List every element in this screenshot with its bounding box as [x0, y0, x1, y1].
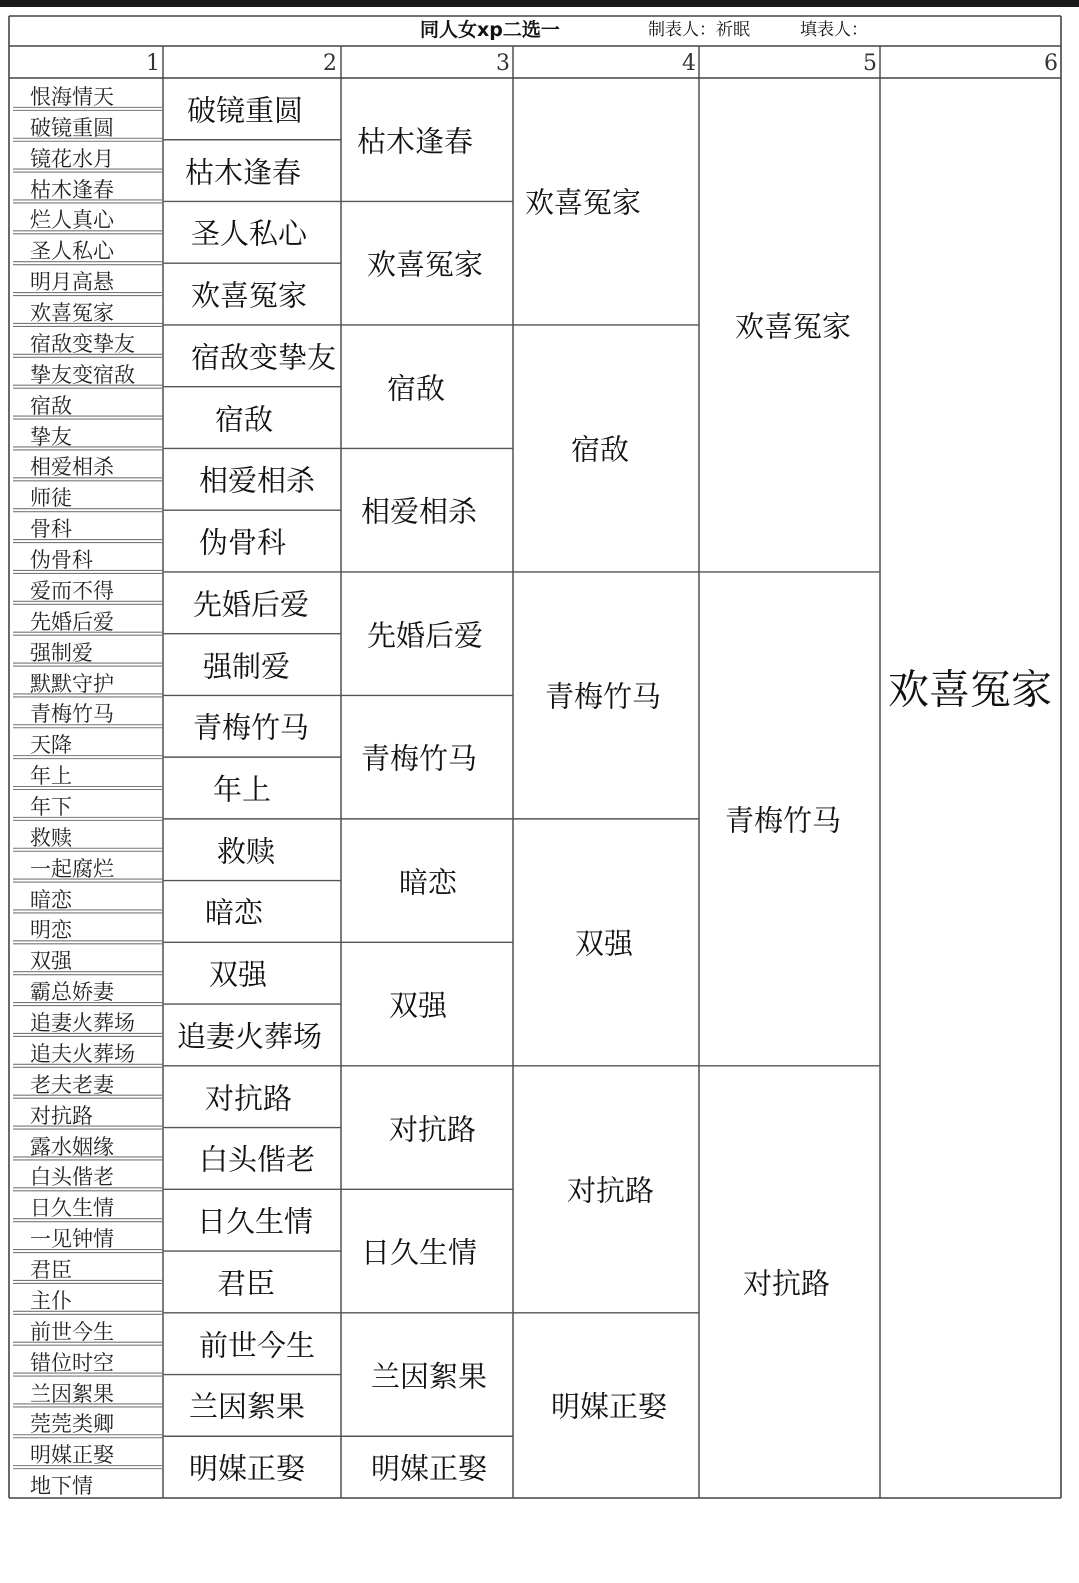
column-number-3: 3: [496, 51, 510, 76]
round2-entry: 兰因絮果: [189, 1389, 306, 1424]
round2-entry: 日久生情: [197, 1204, 314, 1239]
round1-entry: 强制爱: [30, 640, 93, 665]
round1-entry: 挚友: [30, 424, 72, 449]
round2-entry: 青梅竹马: [193, 710, 310, 745]
round2-entry: 圣人私心: [191, 216, 308, 251]
round1-entry: 宿敌变挚友: [30, 331, 135, 356]
round1-entry: 明媒正娶: [30, 1443, 114, 1468]
round1-entry: 一起腐烂: [30, 856, 114, 881]
round1-entry: 错位时空: [30, 1350, 114, 1375]
round3-entry: 暗恋: [399, 865, 458, 900]
round1-entry: 欢喜冤家: [30, 301, 114, 326]
round1-entry: 伪骨科: [30, 548, 93, 573]
round1-entry: 白头偕老: [30, 1165, 114, 1190]
round1-entry: 老夫老妻: [30, 1072, 114, 1097]
round5-entry: 对抗路: [743, 1266, 831, 1301]
round2-entry: 双强: [209, 957, 268, 992]
round1-entry: 镜花水月: [30, 146, 114, 171]
round1-entry: 主仆: [30, 1288, 72, 1313]
round3-entry: 青梅竹马: [361, 741, 478, 776]
round2-entry: 年上: [213, 772, 272, 807]
round2-entry: 救赎: [217, 834, 276, 869]
round1-entry: 救赎: [30, 825, 72, 850]
round4-entry: 青梅竹马: [545, 679, 662, 714]
round1-entry: 明恋: [30, 918, 72, 943]
table-filler: 填表人：: [800, 20, 868, 40]
round4-entry: 双强: [575, 926, 634, 961]
round1-entry: 暗恋: [30, 887, 72, 912]
column-number-5: 5: [863, 51, 877, 76]
round2-entry: 枯木逢春: [185, 155, 302, 190]
round1-entry: 君臣: [30, 1258, 72, 1283]
round2-entry: 明媒正娶: [189, 1451, 306, 1486]
round3-entry: 先婚后爱: [367, 618, 484, 653]
round3-entry: 宿敌: [387, 371, 446, 406]
round1-entry: 年下: [30, 795, 72, 819]
round1-entry: 骨科: [30, 517, 72, 542]
column-number-4: 4: [682, 51, 696, 76]
round1-entry: 天降: [30, 733, 72, 758]
round2-entry: 暗恋: [205, 895, 264, 930]
round2-entry: 前世今生: [199, 1328, 316, 1363]
round5-entry: 欢喜冤家: [735, 309, 852, 344]
round1-entry: 追夫火葬场: [30, 1041, 135, 1066]
round3-entry: 相爱相杀: [361, 494, 478, 529]
round1-entry: 年上: [30, 764, 72, 789]
round2-entry: 强制爱: [203, 649, 291, 684]
round1-entry: 烂人真心: [30, 208, 114, 233]
round1-entry: 地下情: [30, 1474, 93, 1499]
round1-entry: 前世今生: [30, 1319, 114, 1344]
round2-entry: 追妻火葬场: [177, 1019, 323, 1054]
round3-entry: 兰因絮果: [371, 1359, 488, 1394]
round3-entry: 对抗路: [389, 1112, 477, 1147]
column-number-1: 1: [146, 51, 160, 76]
round1-entry: 双强: [30, 949, 72, 974]
round1-entry: 日久生情: [30, 1196, 114, 1221]
round2-entry: 先婚后爱: [193, 587, 310, 622]
round2-entry: 白头偕老: [199, 1142, 316, 1177]
round1-entry: 枯木逢春: [30, 177, 114, 202]
round1-entry: 相爱相杀: [30, 455, 114, 480]
column-number-6: 6: [1044, 51, 1058, 76]
round5-entry: 青梅竹马: [725, 803, 842, 838]
round3-entry: 明媒正娶: [371, 1451, 488, 1486]
round2-entry: 相爱相杀: [199, 463, 316, 498]
round1-entry: 爱而不得: [30, 578, 114, 603]
final-winner: 欢喜冤家: [888, 665, 1052, 714]
round2-entry: 宿敌变挚友: [191, 340, 337, 375]
round1-entry: 追妻火葬场: [30, 1011, 135, 1036]
round1-entry: 先婚后爱: [30, 609, 114, 634]
column-number-2: 2: [323, 51, 337, 76]
round1-entry: 明月高悬: [30, 270, 114, 295]
round1-entry: 青梅竹马: [30, 702, 114, 727]
round1-entry: 挚友变宿敌: [30, 362, 135, 387]
round2-entry: 宿敌: [215, 402, 274, 437]
round1-entry: 对抗路: [30, 1103, 93, 1128]
round2-entry: 对抗路: [205, 1081, 293, 1116]
round4-entry: 明媒正娶: [551, 1389, 668, 1424]
round1-entry: 破镜重圆: [30, 115, 114, 140]
table-maker: 制表人：祈眠: [648, 20, 750, 40]
round1-entry: 恨海情天: [30, 85, 114, 109]
round1-entry: 宿敌: [30, 393, 72, 418]
round3-entry: 双强: [389, 988, 448, 1023]
round2-entry: 破镜重圆: [187, 93, 304, 128]
round1-entry: 莞莞类卿: [30, 1412, 114, 1437]
round3-entry: 日久生情: [361, 1235, 478, 1270]
round4-entry: 宿敌: [571, 432, 630, 467]
round4-entry: 欢喜冤家: [525, 185, 642, 220]
round1-entry: 圣人私心: [30, 239, 114, 264]
round1-entry: 师徒: [30, 486, 72, 511]
round4-entry: 对抗路: [567, 1173, 655, 1208]
round3-entry: 枯木逢春: [357, 124, 474, 159]
round1-entry: 霸总娇妻: [30, 980, 114, 1005]
round3-entry: 欢喜冤家: [367, 247, 484, 282]
round2-entry: 君臣: [217, 1266, 276, 1301]
round1-entry: 兰因絮果: [30, 1381, 114, 1406]
round1-entry: 默默守护: [30, 671, 114, 696]
round1-entry: 露水姻缘: [30, 1134, 114, 1159]
table-title: 同人女xp二选一: [420, 19, 560, 41]
round1-entry: 一见钟情: [30, 1227, 114, 1252]
round2-entry: 伪骨科: [199, 525, 287, 560]
round2-entry: 欢喜冤家: [191, 278, 308, 313]
